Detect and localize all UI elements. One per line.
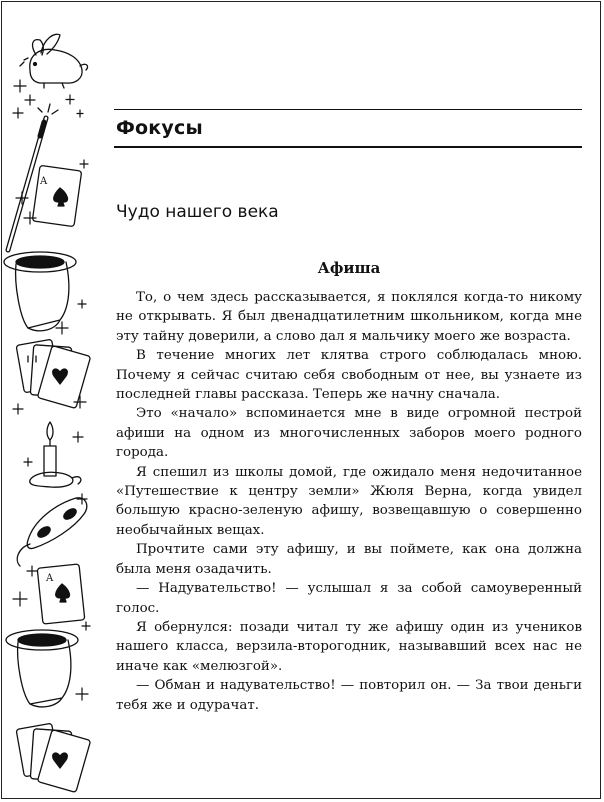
domino-mask-icon [17,498,87,566]
top-hat-icon [4,252,76,331]
subsection-title: Афиша [317,259,381,277]
rabbit-icon [20,34,88,88]
ace-of-spades-card-icon [37,564,85,624]
ace-of-spades-card-icon [32,165,81,226]
paragraph: — Обман и надувательство! — повторил он. — За твои деньги тебя же и одурачат. [116,678,582,713]
chapter-title: Чудо нашего века [116,202,279,222]
playing-cards-hearts-icon [16,723,91,792]
sparkle-icon [56,300,86,334]
header-rule-top [114,109,582,110]
svg-text:A: A [40,176,48,187]
top-hat-icon [6,630,78,707]
candle-icon [30,422,81,487]
svg-text:A: A [46,573,54,584]
paragraph: — Надувательство! — услышал я за собой самоуверенный голос. [116,581,582,616]
body-text [116,288,582,715]
section-title: Фокусы [116,117,203,139]
paragraph: В течение многих лет клятва строго соблюдалась мною. Почему я сейчас считаю себя свободным от нее, вы узнаете из последней главы рассказа. Теперь же начну сначала. [116,348,582,403]
header-rule-bottom [114,146,582,148]
magic-margin-illustration [0,0,100,800]
sparkle-icon [76,688,88,700]
paragraph: То, о чем здесь рассказывается, я поклялся когда-то никому не открывать. Я был двенадцатилетним школьником, когда мне эту тайну доверили, а слово дал я мальчику моего же возраста. [116,290,582,344]
paragraph: Прочтите сами эту афишу, и вы поймете, как она должна была меня озадачить. [116,542,582,577]
paragraph: Я обернулся: позади читал ту же афишу один из учеников нашего класса, верзила-второгодник, называвший всех нас не иначе как «мелюзгой». [116,619,582,674]
paragraph: Я спешил из школы домой, где ожидало меня недочитанное «Путешествие к центру земли» Жюля Верна, когда увидел большую красно-зеленую афишу, возвещавшую о совершенно необычайных вещах. [116,464,582,538]
paragraph: Это «начало» вспоминается мне в виде огромной пестрой афиши на одном из многочисленных заборов моего родного города. [116,406,582,461]
sparkle-icon [27,566,37,576]
